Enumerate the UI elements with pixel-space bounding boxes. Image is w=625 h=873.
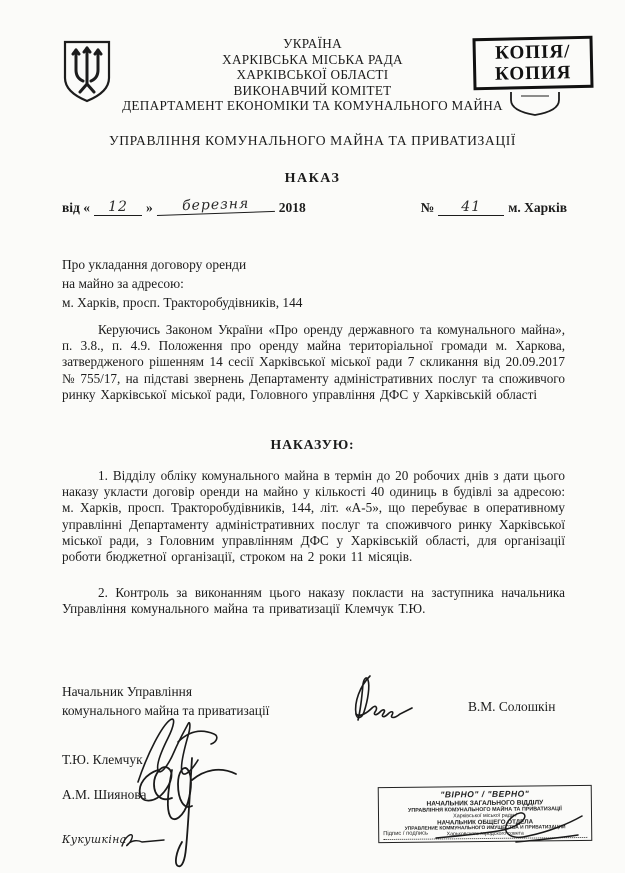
handwritten-day: 12 xyxy=(94,199,142,216)
stamp-signature-label: Підпис / подпись xyxy=(383,829,587,840)
decree-item-1: 1. Відділу обліку комунального майна в термін до 20 робочих днів з дати цього наказу укласти договір оренди на майно у кількості 40 одиниць в будівлі за адресою: м. Харків, просп. Тракторобудівників, 144, літ. «А-5», що перебуває в оперативному управлінні Департаменту адміністративних послуг та споживчого ринку Харківської міської ради, з Головним управлінням ДФС у Харківській області, для організації роботи бюджетної організації, строком на 2 роки 11 місяців. xyxy=(62,468,565,565)
stamp-org-ua: УПРАВЛІННЯ КОМУНАЛЬНОГО МАЙНА ТА ПРИВАТИЗАЦІЇ xyxy=(407,806,562,814)
copy-stamp-line2: КОПИЯ xyxy=(494,62,572,85)
org-line: ВИКОНАВЧИЙ КОМІТЕТ xyxy=(233,82,392,98)
number-label: № xyxy=(420,200,435,215)
city-label: м. Харків xyxy=(508,200,567,215)
stamp-title-ru: НАЧАЛЬНИК ОБЩЕГО ОТДЕЛА xyxy=(437,818,534,827)
date-prefix: від « xyxy=(62,200,90,215)
date-group xyxy=(62,195,306,216)
date-number-row xyxy=(62,195,567,216)
subject-line: Про укладання договору оренди xyxy=(62,257,247,272)
signer-title-line2: комунального майна та приватизації xyxy=(62,703,270,718)
order-title: НАКАЗ xyxy=(284,171,341,186)
approver-2-name: А.М. Шиянова xyxy=(62,787,147,802)
copy-stamp-line1: КОПІЯ/ xyxy=(494,41,571,64)
signature-on-stamp xyxy=(428,806,588,848)
signature-kukushkina-paraph xyxy=(116,830,171,852)
stamp-council-ru: Харьковского городского совета xyxy=(446,830,524,838)
org-line: ХАРКІВСЬКА МІСЬКА РАДА xyxy=(222,51,403,67)
signature-soloshkin xyxy=(340,668,420,728)
stamp-council-ua: Харківської міської ради / xyxy=(453,812,517,820)
decree-item-2: 2. Контроль за виконанням цього наказу покласти на заступника начальника Управління комунального майна та приватизації Клемчук Т.Ю. xyxy=(62,585,565,617)
country-name: УКРАЇНА xyxy=(283,36,342,51)
date-year: 2018 xyxy=(278,200,306,215)
stamp-virno-line: "ВІРНО" / "ВЕРНО" xyxy=(440,788,530,800)
signer-title-line1: Начальник Управління xyxy=(62,684,192,699)
letterhead xyxy=(0,36,625,114)
preamble-paragraph: Керуючись Законом України «Про оренду державного та комунального майна», п. 3.8., п. 4.9. Положення про оренду майна територіальної громади м. Харкова, затвердженого рішенням 14 сесії Харківської міської ради 7 скликання від 20.09.2017 № 755/17, на підставі звернень Департаменту адміністративних послуг та споживчого ринку Харківської міської ради, Головного управління ДФС у Харківській області xyxy=(62,322,565,402)
division-name: УПРАВЛІННЯ КОМУНАЛЬНОГО МАЙНА ТА ПРИВАТИЗАЦІЇ xyxy=(109,133,516,148)
stamp-title-ua: НАЧАЛЬНИК ЗАГАЛЬНОГО ВІДДІЛУ xyxy=(426,799,544,808)
subject-line: м. Харків, просп. Тракторобудівників, 144 xyxy=(62,295,303,310)
org-line: ДЕПАРТАМЕНТ ЕКОНОМІКИ ТА КОМУНАЛЬНОГО МАЙНА xyxy=(122,98,503,114)
subject-line: на майно за адресою: xyxy=(62,276,184,291)
subject-block xyxy=(62,255,482,312)
number-group xyxy=(421,199,567,216)
handwritten-order-number: 41 xyxy=(438,199,504,216)
decree-heading: НАКАЗУЮ: xyxy=(270,437,355,452)
approver-1-name: Т.Ю. Клемчук xyxy=(62,752,143,767)
handwritten-month: березня xyxy=(156,195,275,216)
stamp-org-ru: УПРАВЛЕНИЕ КОММУНАЛЬНОГО ИМУЩЕСТВА И ПРИВАТИЗАЦИИ xyxy=(404,825,566,832)
org-line: ХАРКІВСЬКОЇ ОБЛАСТІ xyxy=(236,67,389,83)
executor-name: Кукушкіна xyxy=(62,833,127,846)
signer-name: В.М. Солошкін xyxy=(468,699,556,714)
date-close-quote: » xyxy=(146,200,153,215)
